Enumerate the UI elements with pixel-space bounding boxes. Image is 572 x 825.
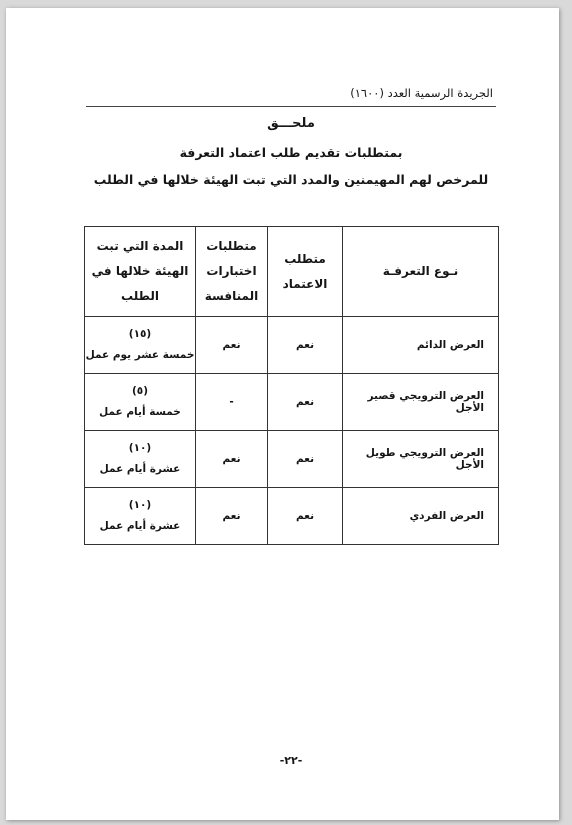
- annex-subtitle-line2: للمرخص لهم المهيمنين والمدد التي تبت الهيئة خلالها في الطلب: [93, 172, 489, 187]
- annex-subtitle: بمتطلبات تقديم طلب اعتماد التعرفة: [179, 145, 403, 160]
- cell-tariff-type: العرض الفردي: [343, 488, 499, 545]
- header-duration: المدة التي تبت الهيئة خلالها في الطلب: [85, 227, 196, 317]
- duration-text: عشرة أيام عمل: [99, 520, 181, 532]
- page-header: [86, 86, 496, 107]
- header-tariff-type: نـوع التعرفـة: [343, 227, 499, 317]
- table-row: [85, 374, 499, 431]
- duration-number: (١٥): [128, 328, 152, 340]
- duration-text: عشرة أيام عمل: [99, 463, 181, 475]
- cell-duration: [85, 317, 196, 374]
- annex-title: ملحـــق: [267, 116, 315, 131]
- cell-duration: [85, 431, 196, 488]
- table-row: [85, 488, 499, 545]
- table-row: [85, 431, 499, 488]
- table-row: [85, 317, 499, 374]
- duration-text: خمسة عشر يوم عمل: [85, 349, 195, 361]
- cell-accreditation: نعم: [268, 374, 343, 431]
- header-competition-tests: متطلبات اختبارات المنافسة: [196, 227, 268, 317]
- gazette-header-title: الجريدة الرسمية العدد (١٦٠٠): [350, 86, 493, 100]
- header-accreditation: متطلب الاعتماد: [268, 227, 343, 317]
- cell-tariff-type: العرض الترويجي طويل الأجل: [343, 431, 499, 488]
- cell-competition: نعم: [196, 431, 268, 488]
- cell-tariff-type: العرض الدائم: [343, 317, 499, 374]
- cell-duration: [85, 374, 196, 431]
- duration-text: خمسة أيام عمل: [99, 406, 181, 418]
- cell-accreditation: نعم: [268, 488, 343, 545]
- tariff-requirements-table: [84, 226, 499, 545]
- duration-number: (٥): [131, 385, 149, 397]
- cell-accreditation: نعم: [268, 317, 343, 374]
- cell-competition: نعم: [196, 488, 268, 545]
- cell-competition: -: [196, 374, 268, 431]
- cell-accreditation: نعم: [268, 431, 343, 488]
- page-number: -٢٢-: [279, 754, 303, 767]
- duration-number: (١٠): [128, 499, 152, 511]
- cell-competition: نعم: [196, 317, 268, 374]
- cell-tariff-type: العرض الترويجي قصير الأجل: [343, 374, 499, 431]
- cell-duration: [85, 488, 196, 545]
- duration-number: (١٠): [128, 442, 152, 454]
- table-header-row: [85, 227, 499, 317]
